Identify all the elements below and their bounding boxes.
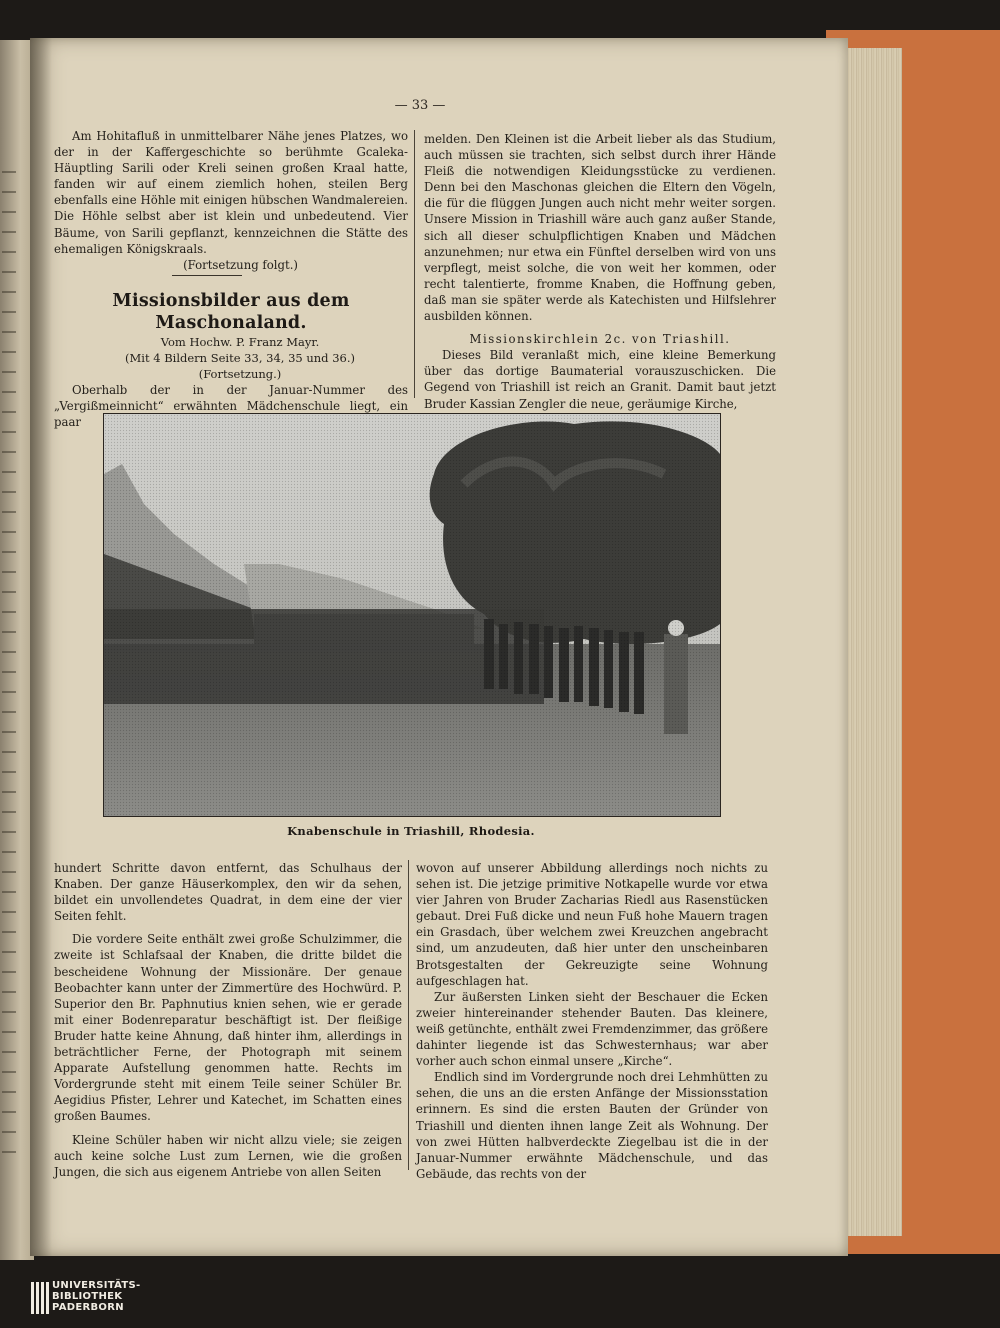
column-divider-top	[414, 130, 415, 398]
column-bottom-left	[54, 860, 402, 1180]
library-name-line2: BIBLIOTHEK	[52, 1291, 123, 1303]
library-logo	[30, 1278, 200, 1318]
paragraph-kleine-schueler: Kleine Schüler haben wir nicht allzu viele; sie zeigen auch keine solche Lust zum Lernen, wie die großen Jungen, die sich aus eigenem Antriebe von allen Seiten	[54, 1132, 402, 1179]
article-images-note: (Mit 4 Bildern Seite 33, 34, 35 und 36.)	[125, 350, 355, 365]
library-name-line3: PADERBORN	[52, 1302, 124, 1314]
article-heading: Missionsbilder aus dem Maschonaland.	[112, 290, 350, 333]
left-page-edge	[0, 40, 34, 1260]
paragraph-melden: melden. Den Kleinen ist die Arbeit lieber als das Studium, auch müssen sie trachten, sich selbst durch ihrer Hände Fleiß die notwendigen Kleidungsstücke zu verdienen. Denn bei den Maschonas gleichen die Eltern den Vögeln, die für die flüggen Jungen auch nicht mehr weiter sorgen. Unsere Mission in Triashill wäre auch ganz außer Stande, sich all dieser schulpflichtigen Knaben und Mädchen anzunehmen; nur etwa ein Fünftel derselben wird von uns verpflegt, meist solche, die von weit her kommen, oder recht talentierte, fromme Knaben, die Hoffnung geben, daß man sie später werde als Katechisten und Hilfslehrer ausbilden können.	[424, 132, 776, 324]
photo-caption: Knabenschule in Triashill, Rhodesia.	[287, 824, 535, 838]
column-top-right	[424, 131, 776, 412]
paragraph-oberhalb: Oberhalb der in der Januar-Nummer des „Vergißmeinnicht“ erwähnten Mädchenschule liegt, ein paar	[54, 382, 408, 430]
photo-illustration	[104, 414, 720, 816]
halftone-photo	[103, 413, 721, 817]
paragraph-hohitaflus: Am Hohitafluß in unmittelbarer Nähe jenes Platzes, wo der in der Kaffergeschichte so berühmte Gcaleka-Häuptling Sarili oder Kreli seinen großen Kraal hatte, fanden wir auf einem ziemlich hohen, steilen Berg ebenfalls eine Höhle mit einigen hübschen Wandmalereien. Die Höhle selbst aber ist klein und unbedeutend. Vier Bäume, von Sarili gepflanzt, kennzeichnen die Stätte des ehemaligen Königskraals.	[54, 129, 408, 256]
paragraph-baumaterial: Dieses Bild veranlaßt mich, eine kleine Bemerkung über das dortige Baumaterial vorauszuschicken. Die Gegend von Triashill ist reich an Granit. Damit baut jetzt Bruder Kassian Zengler die neue, geräumige Kirche,	[424, 348, 776, 411]
article-continuation: (Fortsetzung.)	[198, 366, 282, 381]
paragraph-endlich: Endlich sind im Vordergrunde noch drei Lehmhütten zu sehen, die uns an die ersten Anfänge der Missionsstation erinnern. Es sind die ersten Bauten der Gründer von Triashill und dienten ihnen lange Zeit als Wohnung. Der von zwei Hütten halbverdeckte Ziegelbau ist die in der Januar-Nummer erwähnte Mädchenschule, und das Gebäude, das rechts von der	[416, 1070, 768, 1181]
library-name-line1: UNIVERSITÄTS-	[52, 1280, 141, 1291]
library-logo-icon	[30, 1280, 50, 1316]
section-subtitle: Missionskirchlein 2c. von Triashill.	[469, 332, 731, 347]
page-gutter-shadow	[30, 38, 52, 1256]
paragraph-hundert-schritte: hundert Schritte davon entfernt, das Schulhaus der Knaben. Der ganze Häuserkomplex, den wir da sehen, bildet ein unvollendetes Quadrat, in dem eine der vier Seiten fehlt.	[54, 861, 402, 924]
article-author: Vom Hochw. P. Franz Mayr.	[160, 334, 320, 349]
left-page-text-marks	[2, 160, 16, 1160]
page-edges	[842, 48, 902, 1236]
paragraph-aeussersten-linken: Zur äußersten Linken sieht der Beschauer die Ecken zweier hintereinander stehender Bauten. Das kleinere, weiß getünchte, enthält zwei Fremdenzimmer, das größere dahinter liegende ist das Schwesternhaus; war aber vorher auch schon einmal unsere „Kirche“.	[416, 989, 768, 1069]
column-divider-bottom	[408, 860, 409, 1170]
separator-rule	[172, 275, 242, 276]
page-number: — 33 —	[394, 98, 446, 113]
paragraph-wovon: wovon auf unserer Abbildung allerdings noch nichts zu sehen ist. Die jetzige primitive Notkapelle wurde vor etwa vier Jahren von Bruder Zacharias Riedl aus Rasenstücken gebaut. Drei Fuß dicke und neun Fuß hohe Mauern tragen ein Grasdach, über welchem zwei Kreuzchen angebracht sind, um anzudeuten, daß hier unter den unscheinbaren Brotsgestalten der Gekreuzigte seine Wohnung aufgeschlagen hat.	[416, 861, 768, 988]
paragraph-vordere-seite: Die vordere Seite enthält zwei große Schulzimmer, die zweite ist Schlafsaal der Knaben, die dritte bildet die bescheidene Wohnung der Missionäre. Der genaue Beobachter kann unter der Zimmertüre des Hochwürd. P. Superior den Br. Paphnutius knien sehen, wie er gerade mit einer Bodenreparatur beschäftigt ist. Der fleißige Bruder hatte keine Ahnung, daß hinter ihm, allerdings in beträchtlicher Ferne, der Photograph mit seinem Apparate Aufstellung genommen hatte. Rechts im Vordergrunde steht mit einem Teile seiner Schüler Br. Aegidius Pfister, Lehrer und Katechet, im Schatten eines großen Baumes.	[54, 932, 402, 1124]
library-name	[52, 1280, 141, 1314]
continued-note: (Fortsetzung folgt.)	[183, 257, 298, 272]
column-bottom-right	[416, 860, 768, 1182]
column-top-left	[54, 128, 408, 430]
